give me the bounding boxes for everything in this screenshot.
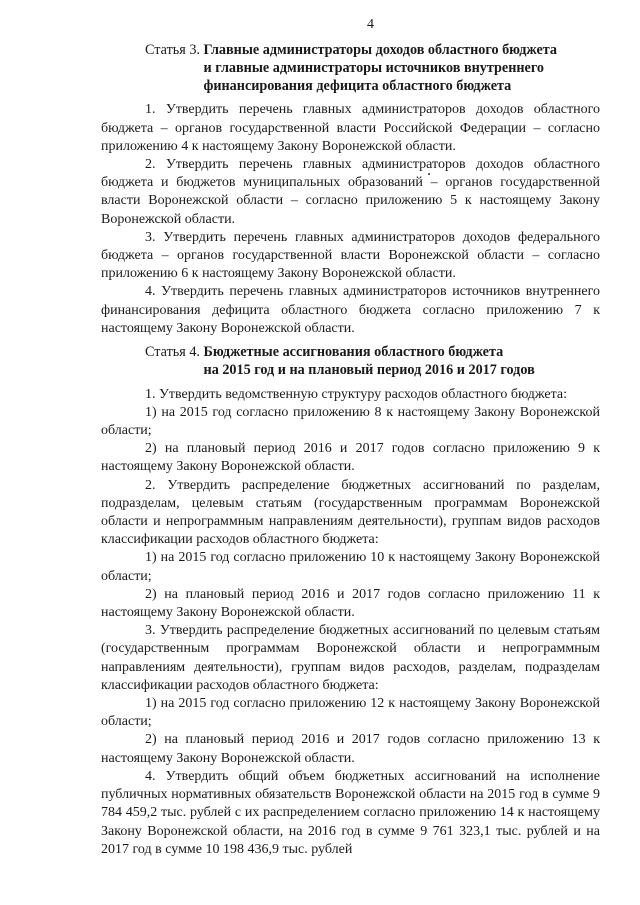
article-3-item-1: 1. Утвердить перечень главных администраторов доходов областного бюджета – органов государственной власти Российской Федерации – согласно приложению 4 к настоящему Закону Воронежской области.: [101, 102, 600, 154]
article-4-item-1-1: 1) на 2015 год согласно приложению 8 к настоящему Закону Воронежской области;: [101, 404, 600, 439]
article-4-item-3-1: 1) на 2015 год согласно приложению 12 к настоящему Закону Воронежской области;: [101, 696, 600, 730]
scan-speck: [428, 173, 430, 175]
article-3-heading: [101, 42, 600, 95]
article-3-item-2: 2. Утвердить перечень главных администраторов доходов областного бюджета и бюджетов муниципальных образований – органов государственной власти Воронежской области – согласно приложению 5 к настоящему Закону Воронежской области.: [101, 157, 600, 227]
article-3-item-3: 3. Утвердить перечень главных администраторов доходов федерального бюджета – органов государственной власти Воронежской области – согласно приложению 6 к настоящему Закону Воронежской области.: [101, 229, 600, 282]
article-4-item-2-2: 2) на плановый период 2016 и 2017 годов согласно приложению 11 к настоящему Закону Воронежской области.: [101, 586, 600, 621]
article-4-item-1-2: 2) на плановый период 2016 и 2017 годов согласно приложению 9 к настоящему Закону Воронежской области.: [101, 441, 600, 475]
article-4-heading: [101, 344, 600, 380]
article-3-item-4: 4. Утвердить перечень главных администраторов источников внутреннего финансирования дефицита областного бюджета согласно приложению 7 к настоящему Закону Воронежской области.: [101, 284, 600, 336]
article-4-item-3-2: 2) на плановый период 2016 и 2017 годов согласно приложению 13 к настоящему Закону Воронежской области.: [101, 732, 600, 766]
article-4-item-2: 2. Утвердить распределение бюджетных ассигнований по разделам, подразделам, целевым статьям (государственным программам Воронежской области и непрограммным направлениям деятельности), группам видов расходов классификации расходов областного бюджета:: [101, 477, 600, 548]
page-number: 4: [367, 17, 374, 32]
article-3-label: Статья 3.: [145, 42, 204, 58]
article-4-title: Бюджетные ассигнования областного бюджета на 2015 год и на плановый период 2016 и 2017 годов: [203, 344, 535, 378]
article-4-item-3: 3. Утвердить распределение бюджетных ассигнований по целевым статьям (государственным программам Воронежской области и непрограммным направлениям деятельности), группам видов расходов, разделам, подразделам классификации расходов областного бюджета:: [101, 623, 600, 693]
article-4-item-4: 4. Утвердить общий объем бюджетных ассигнований на исполнение публичных нормативных обязательств Воронежской области на 2015 год в сумме 9 784 459,2 тыс. рублей с их распределением согласно приложению 14 к настоящему Закону Воронежской области, на 2016 год в сумме 9 761 323,1 тыс. рублей и на 2017 год в сумме 10 198 436,9 тыс. рублей: [101, 768, 600, 857]
article-4-item-2-1: 1) на 2015 год согласно приложению 10 к настоящему Закону Воронежской области;: [101, 550, 600, 584]
article-3-title: Главные администраторы доходов областного бюджета и главные администраторы источников внутреннего финансирования дефицита областного бюджета: [203, 42, 558, 94]
article-4-label: Статья 4.: [145, 344, 204, 361]
article-4-item-1: 1. Утвердить ведомственную структуру расходов областного бюджета:: [145, 386, 568, 402]
